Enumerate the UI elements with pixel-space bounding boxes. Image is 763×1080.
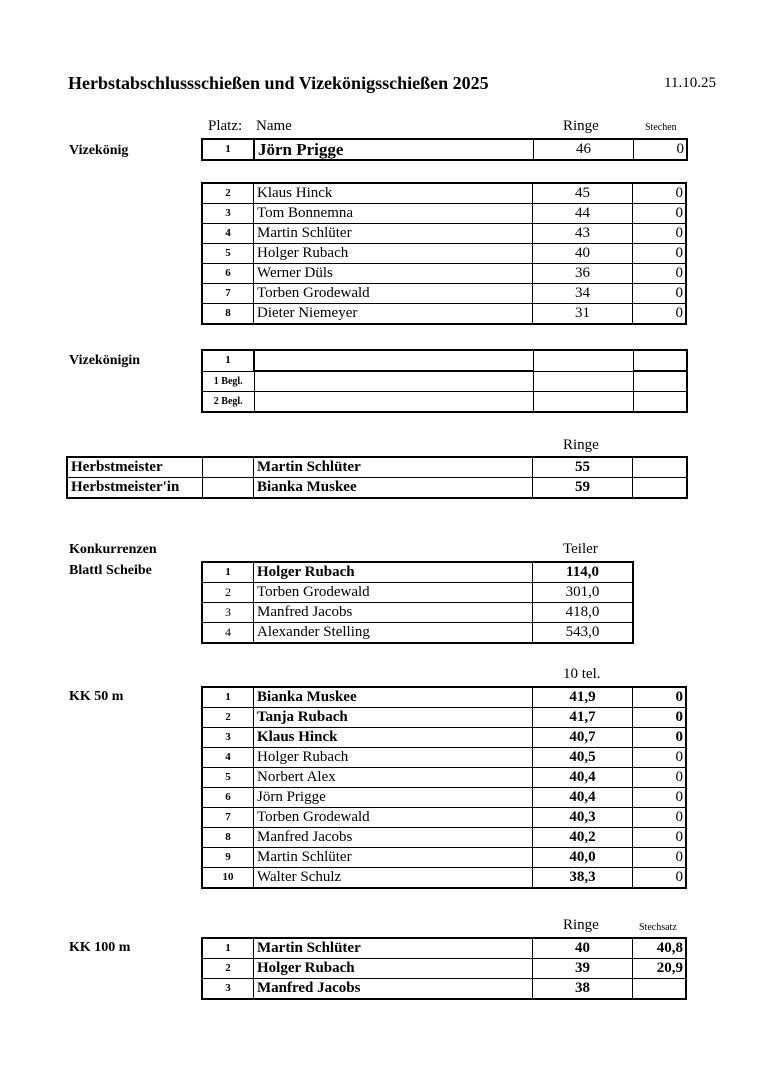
place: 1 <box>202 938 254 959</box>
table-row <box>202 264 686 284</box>
stechen: 0 <box>633 728 687 748</box>
ringe: 45 <box>533 183 633 204</box>
teiler: 114,0 <box>533 562 634 583</box>
stechsatz <box>633 979 687 1000</box>
value: 40,4 <box>533 788 633 808</box>
stechen <box>634 350 688 371</box>
stechen: 0 <box>633 284 687 304</box>
name: Jörn Prigge <box>254 788 533 808</box>
vizekoenigin-table <box>201 349 688 413</box>
ringe: 43 <box>533 224 633 244</box>
ringe: 55 <box>533 457 633 478</box>
value: 40,4 <box>533 768 633 788</box>
table-row <box>202 224 686 244</box>
date: 11.10.25 <box>664 75 716 91</box>
value: 40,7 <box>533 728 633 748</box>
stechen: 0 <box>633 748 687 768</box>
ringe <box>534 392 634 413</box>
empty <box>633 478 688 499</box>
kk100-col-header: Ringe <box>563 917 599 933</box>
kk100-col2-header: Stechsatz <box>639 922 677 933</box>
value: 41,9 <box>533 687 633 708</box>
table-row <box>202 204 686 224</box>
value: 40,3 <box>533 808 633 828</box>
title: Herbstmeister <box>67 457 203 478</box>
ringe: 34 <box>533 284 633 304</box>
table-row <box>202 938 686 959</box>
place: 9 <box>202 848 254 868</box>
blattl-table <box>201 561 634 644</box>
table-row <box>67 457 687 478</box>
section-label-vizekoenigin: Vizekönigin <box>69 353 141 368</box>
place: 3 <box>202 728 254 748</box>
kk50-table <box>201 686 687 889</box>
name: Tom Bonnemna <box>254 204 533 224</box>
ringe: 40 <box>533 938 633 959</box>
table-row <box>202 183 686 204</box>
place: 1 Begl. <box>202 371 254 392</box>
empty <box>203 457 254 478</box>
blattl-col-header: Teiler <box>563 541 598 557</box>
stechen: 0 <box>633 768 687 788</box>
table-row <box>202 687 686 708</box>
vizekoenig-winner-table <box>201 138 688 161</box>
stechen: 0 <box>633 204 687 224</box>
name: Manfred Jacobs <box>254 603 533 623</box>
name: Manfred Jacobs <box>254 979 533 1000</box>
kk100-table <box>201 937 687 1000</box>
value: 40,2 <box>533 828 633 848</box>
table-row <box>202 708 686 728</box>
stechen: 0 <box>634 139 688 160</box>
name: Klaus Hinck <box>254 183 533 204</box>
table-row <box>202 623 633 644</box>
place: 2 <box>202 183 254 204</box>
ringe <box>534 350 634 371</box>
stechen: 0 <box>633 708 687 728</box>
table-row <box>67 478 687 499</box>
table-row <box>202 748 686 768</box>
table-row <box>202 562 633 583</box>
stechen: 0 <box>633 687 687 708</box>
name: Martin Schlüter <box>254 224 533 244</box>
table-row <box>202 868 686 889</box>
stechen: 0 <box>633 264 687 284</box>
table-row <box>202 603 633 623</box>
name: Holger Rubach <box>254 959 533 979</box>
stechen: 0 <box>633 183 687 204</box>
place: 1 <box>202 687 254 708</box>
place: 6 <box>202 264 254 284</box>
place: 3 <box>202 603 254 623</box>
section-label-kk50: KK 50 m <box>69 689 124 704</box>
name: Dieter Niemeyer <box>254 304 533 325</box>
table-row <box>202 371 687 392</box>
ringe: 36 <box>533 264 633 284</box>
page-title: Herbstabschlussschießen und Vizekönigsschießen 2025 <box>68 73 489 93</box>
place: 8 <box>202 304 254 325</box>
name: Torben Grodewald <box>254 583 533 603</box>
stechen: 0 <box>633 868 687 889</box>
place: 4 <box>202 748 254 768</box>
col-header-ringe: Ringe <box>563 118 599 134</box>
name: Jörn Prigge <box>254 139 534 160</box>
teiler: 543,0 <box>533 623 634 644</box>
col-header-name: Name <box>256 118 292 134</box>
stechen: 0 <box>633 788 687 808</box>
place: 2 Begl. <box>202 392 254 413</box>
table-row <box>202 139 687 160</box>
teiler: 301,0 <box>533 583 634 603</box>
place: 1 <box>202 562 254 583</box>
value: 40,0 <box>533 848 633 868</box>
place: 2 <box>202 959 254 979</box>
ringe: 44 <box>533 204 633 224</box>
place: 3 <box>202 979 254 1000</box>
table-row <box>202 583 633 603</box>
stechen <box>634 371 688 392</box>
name: Walter Schulz <box>254 868 533 889</box>
ringe: 38 <box>533 979 633 1000</box>
section-label-konkurrenzen: Konkurrenzen <box>69 542 157 557</box>
name: Klaus Hinck <box>254 728 533 748</box>
col-header-stechen: Stechen <box>645 122 677 133</box>
table-row <box>202 244 686 264</box>
name: Manfred Jacobs <box>254 828 533 848</box>
teiler: 418,0 <box>533 603 634 623</box>
table-row <box>202 284 686 304</box>
name <box>254 392 534 413</box>
title: Herbstmeister'in <box>67 478 203 499</box>
table-row <box>202 979 686 1000</box>
vizekoenig-table <box>201 182 687 325</box>
name: Torben Grodewald <box>254 284 533 304</box>
ringe: 46 <box>534 139 634 160</box>
place: 1 <box>202 139 254 160</box>
name: Martin Schlüter <box>254 457 533 478</box>
name: Werner Düls <box>254 264 533 284</box>
name: Martin Schlüter <box>254 848 533 868</box>
ringe: 40 <box>533 244 633 264</box>
ringe: 59 <box>533 478 633 499</box>
place: 2 <box>202 708 254 728</box>
table-row <box>202 304 686 325</box>
stechsatz: 40,8 <box>633 938 687 959</box>
herbstmeister-col-header: Ringe <box>563 437 599 453</box>
empty <box>633 457 688 478</box>
section-label-vizekoenig: Vizekönig <box>69 143 129 158</box>
ringe: 39 <box>533 959 633 979</box>
place: 10 <box>202 868 254 889</box>
table-row <box>202 848 686 868</box>
col-header-platz: Platz: <box>208 118 243 134</box>
name: Bianka Muskee <box>254 687 533 708</box>
stechen: 0 <box>633 808 687 828</box>
stechen <box>634 392 688 413</box>
empty <box>203 478 254 499</box>
herbstmeister-table <box>66 456 688 499</box>
place: 5 <box>202 768 254 788</box>
section-label-kk100: KK 100 m <box>69 940 131 955</box>
name <box>254 371 534 392</box>
table-row <box>202 959 686 979</box>
name: Norbert Alex <box>254 768 533 788</box>
kk50-col-header: 10 tel. <box>563 666 601 682</box>
place: 8 <box>202 828 254 848</box>
table-row <box>202 828 686 848</box>
value: 41,7 <box>533 708 633 728</box>
place: 7 <box>202 808 254 828</box>
value: 38,3 <box>533 868 633 889</box>
value: 40,5 <box>533 748 633 768</box>
name: Martin Schlüter <box>254 938 533 959</box>
name: Torben Grodewald <box>254 808 533 828</box>
stechen: 0 <box>633 244 687 264</box>
place: 6 <box>202 788 254 808</box>
ringe: 31 <box>533 304 633 325</box>
table-row <box>202 768 686 788</box>
stechen: 0 <box>633 828 687 848</box>
name: Holger Rubach <box>254 748 533 768</box>
table-row <box>202 728 686 748</box>
name: Holger Rubach <box>254 562 533 583</box>
place: 4 <box>202 623 254 644</box>
stechen: 0 <box>633 848 687 868</box>
name: Bianka Muskee <box>254 478 533 499</box>
place: 2 <box>202 583 254 603</box>
table-row <box>202 350 687 371</box>
place: 1 <box>202 350 254 371</box>
table-row <box>202 808 686 828</box>
place: 3 <box>202 204 254 224</box>
name: Tanja Rubach <box>254 708 533 728</box>
table-row <box>202 788 686 808</box>
stechen: 0 <box>633 304 687 325</box>
ringe <box>534 371 634 392</box>
name <box>254 350 534 371</box>
name: Holger Rubach <box>254 244 533 264</box>
place: 7 <box>202 284 254 304</box>
table-row <box>202 392 687 413</box>
stechsatz: 20,9 <box>633 959 687 979</box>
section-label-blattl: Blattl Scheibe <box>69 563 152 578</box>
name: Alexander Stelling <box>254 623 533 644</box>
place: 4 <box>202 224 254 244</box>
place: 5 <box>202 244 254 264</box>
stechen: 0 <box>633 224 687 244</box>
